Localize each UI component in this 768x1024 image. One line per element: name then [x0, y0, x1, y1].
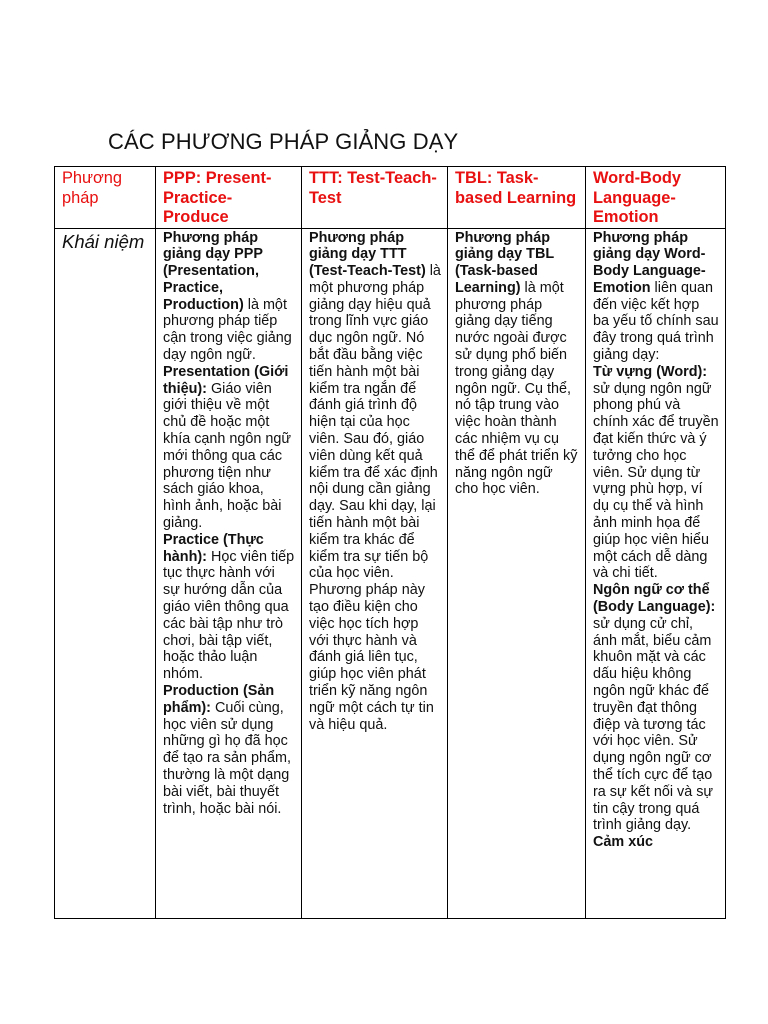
ppp-practice-bold: Practice (Thực hành):: [163, 531, 264, 565]
tbl-intro-bold: Phương pháp giảng dạy TBL (Task-based Learning): [455, 229, 554, 296]
ppp-practice-text: Học viên tiếp tục thực hành với sự hướng dẫn của giáo viên thông qua các bài tập như trò chơi, bài tập viết, hoặc thảo luận nhóm.: [163, 548, 295, 683]
ttt-intro: [309, 230, 441, 734]
page-title: CÁC PHƯƠNG PHÁP GIẢNG DẠY: [108, 129, 459, 154]
wbe-intro: [593, 230, 719, 364]
row-label-concept: Khái niệm: [55, 228, 156, 918]
cell-wbe-concept: [586, 228, 726, 918]
ppp-production: [163, 683, 295, 817]
ppp-production-bold: Production (Sản phẩm):: [163, 683, 275, 716]
header-cell-ppp: PPP: Present-Practice-Produce: [156, 167, 302, 229]
wbe-intro-text: liên quan đến việc kết hợp ba yếu tố chính sau đây trong quá trình giảng dạy:: [593, 279, 719, 364]
tbl-intro: [455, 230, 579, 499]
header-cell-method: Phương pháp: [55, 167, 156, 229]
header-cell-wbe: Word-Body Language-Emotion: [586, 167, 726, 229]
wbe-word-bold: Từ vựng (Word):: [593, 363, 708, 380]
cell-ppp-concept: [156, 228, 302, 918]
wbe-word: [593, 364, 719, 582]
cell-tbl-concept: [448, 228, 586, 918]
wbe-word-text: sử dụng ngôn ngữ phong phú và chính xác để truyền đạt kiến thức và ý tưởng cho học viên. Sử dụng từ vựng phù hợp, ví dụ cụ thể và hình ảnh minh họa để giúp học viên hiểu một cách dễ dàng và chi tiết.: [593, 380, 719, 582]
ttt-intro-text: là một phương pháp giảng dạy hiệu quả trong lĩnh vực giáo dục ngôn ngữ. Nó bắt đầu bằng việc tiến hành một bài kiểm tra ngắn để đánh giá trình độ hiện tại của học viên. Sau đó, giáo viên dùng kết quả kiểm tra để xác định nội dung cần giảng dạy. Sau khi dạy, lại tiến hành một bài kiểm tra khác để kiểm tra sự tiến bộ của học viên. Phương pháp này tạo điều kiện cho việc học tích hợp với thực hành và đánh giá liên tục, giúp học viên phát triển kỹ năng ngôn ngữ một cách tự tin và hiệu quả.: [309, 263, 441, 733]
ppp-intro: [163, 230, 295, 364]
cell-ttt-concept: [302, 228, 448, 918]
ppp-production-text: Cuối cùng, học viên sử dụng những gì họ đã học để tạo ra sản phẩm, thường là một dạng bài viết, bài thuyết trình, hoặc bài nói.: [163, 699, 291, 817]
wbe-body: [593, 582, 719, 834]
wbe-emotion-bold: Cảm xúc: [593, 834, 653, 851]
wbe-body-bold: Ngôn ngữ cơ thể (Body Language):: [593, 582, 716, 616]
ppp-intro-text: là một phương pháp tiếp cận trong việc giảng dạy ngôn ngữ.: [163, 296, 292, 364]
wbe-intro-bold: Phương pháp giảng dạy Word-Body Language-Emotion: [593, 229, 706, 296]
ppp-presentation: [163, 364, 295, 532]
tbl-intro-text: là một phương pháp giảng dạy tiếng nước ngoài được sử dụng phổ biến trong giảng dạy ngôn ngữ. Cụ thể, nó tập trung vào việc hoàn thành các nhiệm vụ cụ thể để phát triển kỹ năng ngôn ngữ cho học viên.: [455, 279, 578, 498]
ppp-presentation-bold: Presentation (Giới thiệu):: [163, 363, 289, 397]
methods-table: [54, 166, 726, 919]
table-row-concept: [55, 228, 726, 918]
wbe-emotion: [593, 834, 719, 851]
table-header-row: [55, 167, 726, 229]
ttt-intro-bold: Phương pháp giảng dạy TTT (Test-Teach-Test): [309, 229, 426, 280]
ppp-intro-bold: Phương pháp giảng dạy PPP (Presentation, Practice, Production): [163, 229, 263, 313]
ppp-presentation-text: Giáo viên giới thiệu về một chủ đề hoặc một khía cạnh ngôn ngữ mới thông qua các phương tiện như sách giáo khoa, hình ảnh, hoặc bài giảng.: [163, 380, 292, 532]
header-cell-tbl: TBL: Task-based Learning: [448, 167, 586, 229]
header-cell-ttt: TTT: Test-Teach-Test: [302, 167, 448, 229]
ppp-practice: [163, 532, 295, 683]
wbe-body-text: sử dụng cử chỉ, ánh mắt, biểu cảm khuôn mặt và các dấu hiệu không ngôn ngữ khác để truyền đạt thông điệp và tương tác với học viên. Sử dụng ngôn ngữ cơ thể tích cực để tạo ra sự kết nối và sự tin cậy trong quá trình giảng dạy.: [593, 615, 714, 834]
